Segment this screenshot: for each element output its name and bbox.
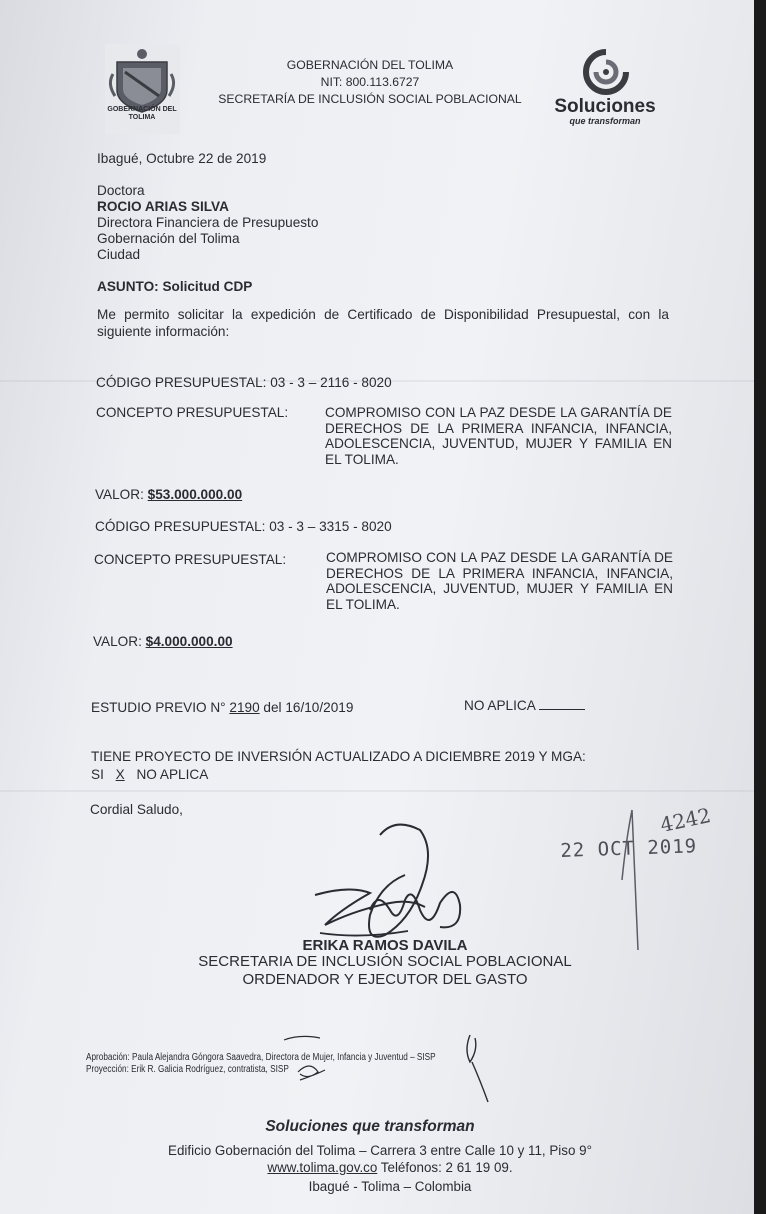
concept-text: COMPROMISO CON LA PAZ DESDE LA GARANTÍA DE DERECHOS DE LA PRIMERA INFANCIA, INFANCIA, ADOLESCENCIA, JUVENTUD, MUJER Y FAMILIA EN EL TOLIMA. [326, 550, 673, 612]
no-aplica-blank [539, 709, 585, 710]
value-line [93, 634, 233, 650]
intro-line-1: Me permito solicitar la expedición de Certificado de Disponibilidad Presupuestal, con la [97, 307, 669, 322]
handwritten-signature [310, 815, 475, 950]
header-nit: NIT: 800.113.6727 [320, 75, 420, 89]
logo-tagline: que transforman [569, 116, 641, 126]
footer-slogan: Soluciones que transforman [265, 1118, 475, 1135]
signer-title-1: SECRETARIA DE INCLUSIÓN SOCIAL POBLACIONAL [198, 953, 572, 970]
value-amount: $4.000.000.00 [145, 634, 233, 649]
coat-of-arms-caption: GOBERNACIÓN DEL TOLIMA [107, 106, 177, 121]
approval-credit: Aprobación: Paula Alejandra Góngora Saavedra, Directora de Mujer, Infancia y Juventud – SISP [86, 1052, 436, 1063]
recipient-city: Ciudad [97, 247, 141, 262]
footer-website-link[interactable]: www.tolima.gov.co [267, 1160, 378, 1175]
study-not-applicable [464, 698, 585, 714]
header-department: SECRETARÍA DE INCLUSIÓN SOCIAL POBLACIONAL [218, 92, 522, 106]
value-line [95, 487, 242, 503]
subject-line: ASUNTO: Solicitud CDP [97, 279, 253, 294]
answer-no-aplica: NO APLICA [136, 767, 209, 782]
signer-title-2: ORDENADOR Y EJECUTOR DEL GASTO [242, 971, 528, 988]
concept-label: CONCEPTO PRESUPUESTAL: [94, 552, 287, 567]
header-org-name: GOBERNACIÓN DEL TOLIMA [286, 58, 454, 72]
answer-mark: X [115, 767, 125, 782]
footer-city: Ibagué - Tolima – Colombia [308, 1179, 472, 1194]
soluciones-swirl-icon [578, 48, 634, 96]
closing: Cordial Saludo, [90, 802, 183, 817]
study-date: del 16/10/2019 [263, 700, 354, 715]
signer-name: ERIKA RAMOS DAVILA [302, 937, 468, 954]
answer-si: SI [91, 767, 104, 782]
recipient-org: Gobernación del Tolima [97, 231, 240, 246]
study-line [91, 700, 353, 716]
study-label: ESTUDIO PREVIO N° [91, 700, 226, 715]
footer-contact [180, 1158, 600, 1178]
recipient-name: ROCIO ARIAS SILVA [97, 199, 229, 214]
date-line: Ibagué, Octubre 22 de 2019 [97, 151, 267, 166]
value-amount: $53.000.000.00 [147, 487, 243, 502]
recipient-position: Directora Financiera de Presupuesto [97, 215, 319, 230]
intro-line-2: siguiente información: [97, 324, 230, 339]
concept-text: COMPROMISO CON LA PAZ DESDE LA GARANTÍA DE DERECHOS DE LA PRIMERA INFANCIA, INFANCIA, ADOLESCENCIA, JUVENTUD, MUJER Y FAMILIA EN EL TOLIMA. [325, 405, 672, 467]
recipient-salutation: Doctora [97, 183, 145, 198]
budget-code: CÓDIGO PRESUPUESTAL: 03 - 3 – 2116 - 8020 [96, 375, 392, 390]
project-answer [91, 767, 208, 783]
stamp-mark [560, 800, 710, 960]
stamp-handwritten-number: 4242 [658, 802, 713, 838]
projection-credit: Proyección: Erik R. Galicia Rodríguez, contratista, SISP [86, 1064, 289, 1075]
project-question: TIENE PROYECTO DE INVERSIÓN ACTUALIZADO A DICIEMBRE 2019 Y MGA: [91, 749, 586, 764]
initials-scribble [280, 1030, 500, 1110]
concept-label: CONCEPTO PRESUPUESTAL: [96, 405, 289, 420]
budget-code: CÓDIGO PRESUPUESTAL: 03 - 3 – 3315 - 8020 [95, 519, 392, 534]
footer-phones: Teléfonos: 2 61 19 09. [380, 1160, 513, 1175]
value-label: VALOR: [93, 634, 142, 649]
received-stamp: 22 OCT 2019 [560, 835, 698, 862]
footer-address: Edificio Gobernación del Tolima – Carrera 3 entre Calle 10 y 11, Piso 9° [168, 1143, 592, 1158]
study-number: 2190 [229, 700, 260, 715]
value-label: VALOR: [95, 487, 144, 502]
logo-brand: Soluciones [554, 96, 656, 117]
paper-fold [0, 790, 754, 792]
no-aplica-label: NO APLICA [464, 698, 536, 713]
